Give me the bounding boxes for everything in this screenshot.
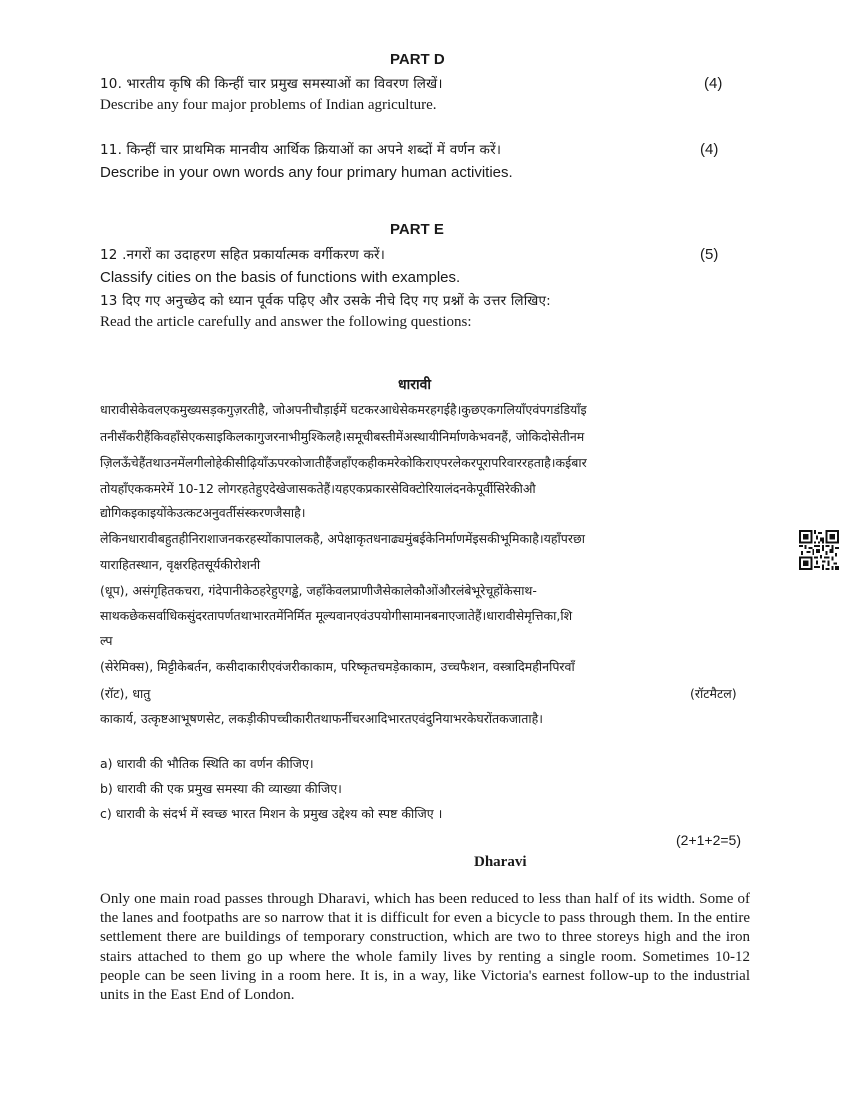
paragraph-text: Only one main road passes through Dharavi, which has been reduced to less than half of its width. Some of the lanes and footpaths are so narrow that it is difficult for even a bicycle to pass through them. In the entire settlement there are buildings of temporary construction, which are two to three storeys high and the iron stairs attached to them go up where the whole family lives by renting a single room. Sometimes 10-12 people can be seen living in a room here. It is, in a way, like Victoria's earnest follow-up to the industrial units in the East End of London. xyxy=(100,891,750,1004)
hindi-line: ज़िलऊँचेहैंतथाउनमेंलगीलोहेकीसीढ़ियाँऊपरकोजातीहैंजहाँएकहीकमरेकोकिराएपरलेकरपूरापरिवाररहताहै।कईबार xyxy=(100,455,587,470)
hindi-line: तनीसँकरीहैंकिवहाँसेएकसाइकिलकागुजरनाभीमुश्किलहै।समूचीबस्तीमेंअस्थायीनिर्माणकेभवनहैं, जोकिदोसेतीनम xyxy=(100,429,585,444)
hindi-line: (धूप), असंगृहितकचरा, गंदेपानीकेठहरेहुएगड्ढे, जहाँकेवलप्राणीजैसेकालेकौओंऔरलंबेभूरेचूहोंकेसाथ- xyxy=(100,583,537,598)
hindi-line: तोयहाँएककमरेमें 10-12 लोगरहतेहुएदेखेजासकतेहैं।यहएकप्रकारसेविक्टोरियालंदनकेपूर्वीसिरेकीऔ xyxy=(100,481,536,496)
q12-marks: (5) xyxy=(700,246,719,263)
hindi-line: साथकछेकसर्वाधिकसुंदरतापर्णतथाभारतमेंनिर्मित मूल्यवानएवंउपयोगीसामानबनाएजातेहैं।धारावीसेमृत्तिका,शि xyxy=(100,608,573,623)
hindi-line: लेकिनधारावीबहुतहीनिराशाजनकरहस्योंकापालकहै, अपेक्षाकृतधनाढ्यमुंबईकेनिर्माणमेंइसकीभूमिकाहै।यहाँपरछा xyxy=(100,531,586,546)
qr-code-graphic xyxy=(799,530,839,570)
hindi-line: (रॉटमैटल) xyxy=(690,686,737,701)
hindi-line: द्योगिकइकाइयोंकेउत्कटअनुवर्तीसंस्करणजैसाहै। xyxy=(100,505,306,520)
q13-english: Read the article carefully and answer the following questions: xyxy=(100,314,472,330)
hindi-line: याराहितस्थान, वृक्षरहितसूर्यकीरोशनी xyxy=(100,557,261,572)
q11-hindi: 11. किन्हीं चार प्राथमिक मानवीय आर्थिक क्रियाओं का अपने शब्दों में वर्णन करें। xyxy=(100,142,502,158)
part-d-heading: PART D xyxy=(390,51,445,68)
dharavi-english-paragraph xyxy=(100,890,750,1005)
q12-english: Classify cities on the basis of functions with examples. xyxy=(100,269,461,286)
qr-code-icon xyxy=(799,530,839,570)
sub-question-b: b) धारावी की एक प्रमुख समस्या की व्याख्या कीजिए। xyxy=(100,781,342,796)
dharavi-hindi-title: धारावी xyxy=(398,377,431,393)
sub-question-a: a) धारावी की भौतिक स्थिति का वर्णन कीजिए। xyxy=(100,756,314,771)
sub-question-c: c) धारावी के संदर्भ में स्वच्छ भारत मिशन के प्रमुख उद्देश्य को स्पष्ट कीजिए । xyxy=(100,806,443,821)
hindi-line: काकार्य, उत्कृष्टआभूषणसेट, लकड़ीकीपच्चीकारीतथाफर्नीचरआदिभारतएवंदुनियाभरकेघरोंतकजाताहै। xyxy=(100,711,544,726)
q10-marks: (4) xyxy=(704,75,723,92)
q11-marks: (4) xyxy=(700,141,719,158)
hindi-line: ल्प xyxy=(100,633,113,648)
sub-question-marks: (2+1+2=5) xyxy=(676,832,741,848)
q12-hindi: 12 .नगरों का उदाहरण सहित प्रकार्यात्मक वर्गीकरण करें। xyxy=(100,247,386,263)
hindi-line: धारावीसेकेवलएकमुख्यसड़कगुज़रतीहै, जोअपनीचौड़ाईमें घटकरआधेसेकमरहगईहै।कुछएकगलियाँएवंपगडंडियाँइ xyxy=(100,402,587,417)
q13-hindi: 13 दिए गए अनुच्छेद को ध्यान पूर्वक पढ़िए और उसके नीचे दिए गए प्रश्नों के उत्तर लिखिए: xyxy=(100,293,551,309)
part-e-heading: PART E xyxy=(390,221,444,238)
q11-english: Describe in your own words any four primary human activities. xyxy=(100,164,513,181)
dharavi-english-title: Dharavi xyxy=(474,854,527,870)
hindi-line: (रॉट), धातु xyxy=(100,686,151,701)
q10-hindi: 10. भारतीय कृषि की किन्हीं चार प्रमुख समस्याओं का विवरण लिखें। xyxy=(100,76,443,92)
hindi-line: (सेरेमिक्स), मिट्टीकेबर्तन, कसीदाकारीएवंजरीकाकाम, परिष्कृतचमड़ेकाकाम, उच्चफैशन, वस्त्रादिमहीनपिरवाँ xyxy=(100,659,575,674)
q10-english: Describe any four major problems of Indian agriculture. xyxy=(100,97,437,113)
